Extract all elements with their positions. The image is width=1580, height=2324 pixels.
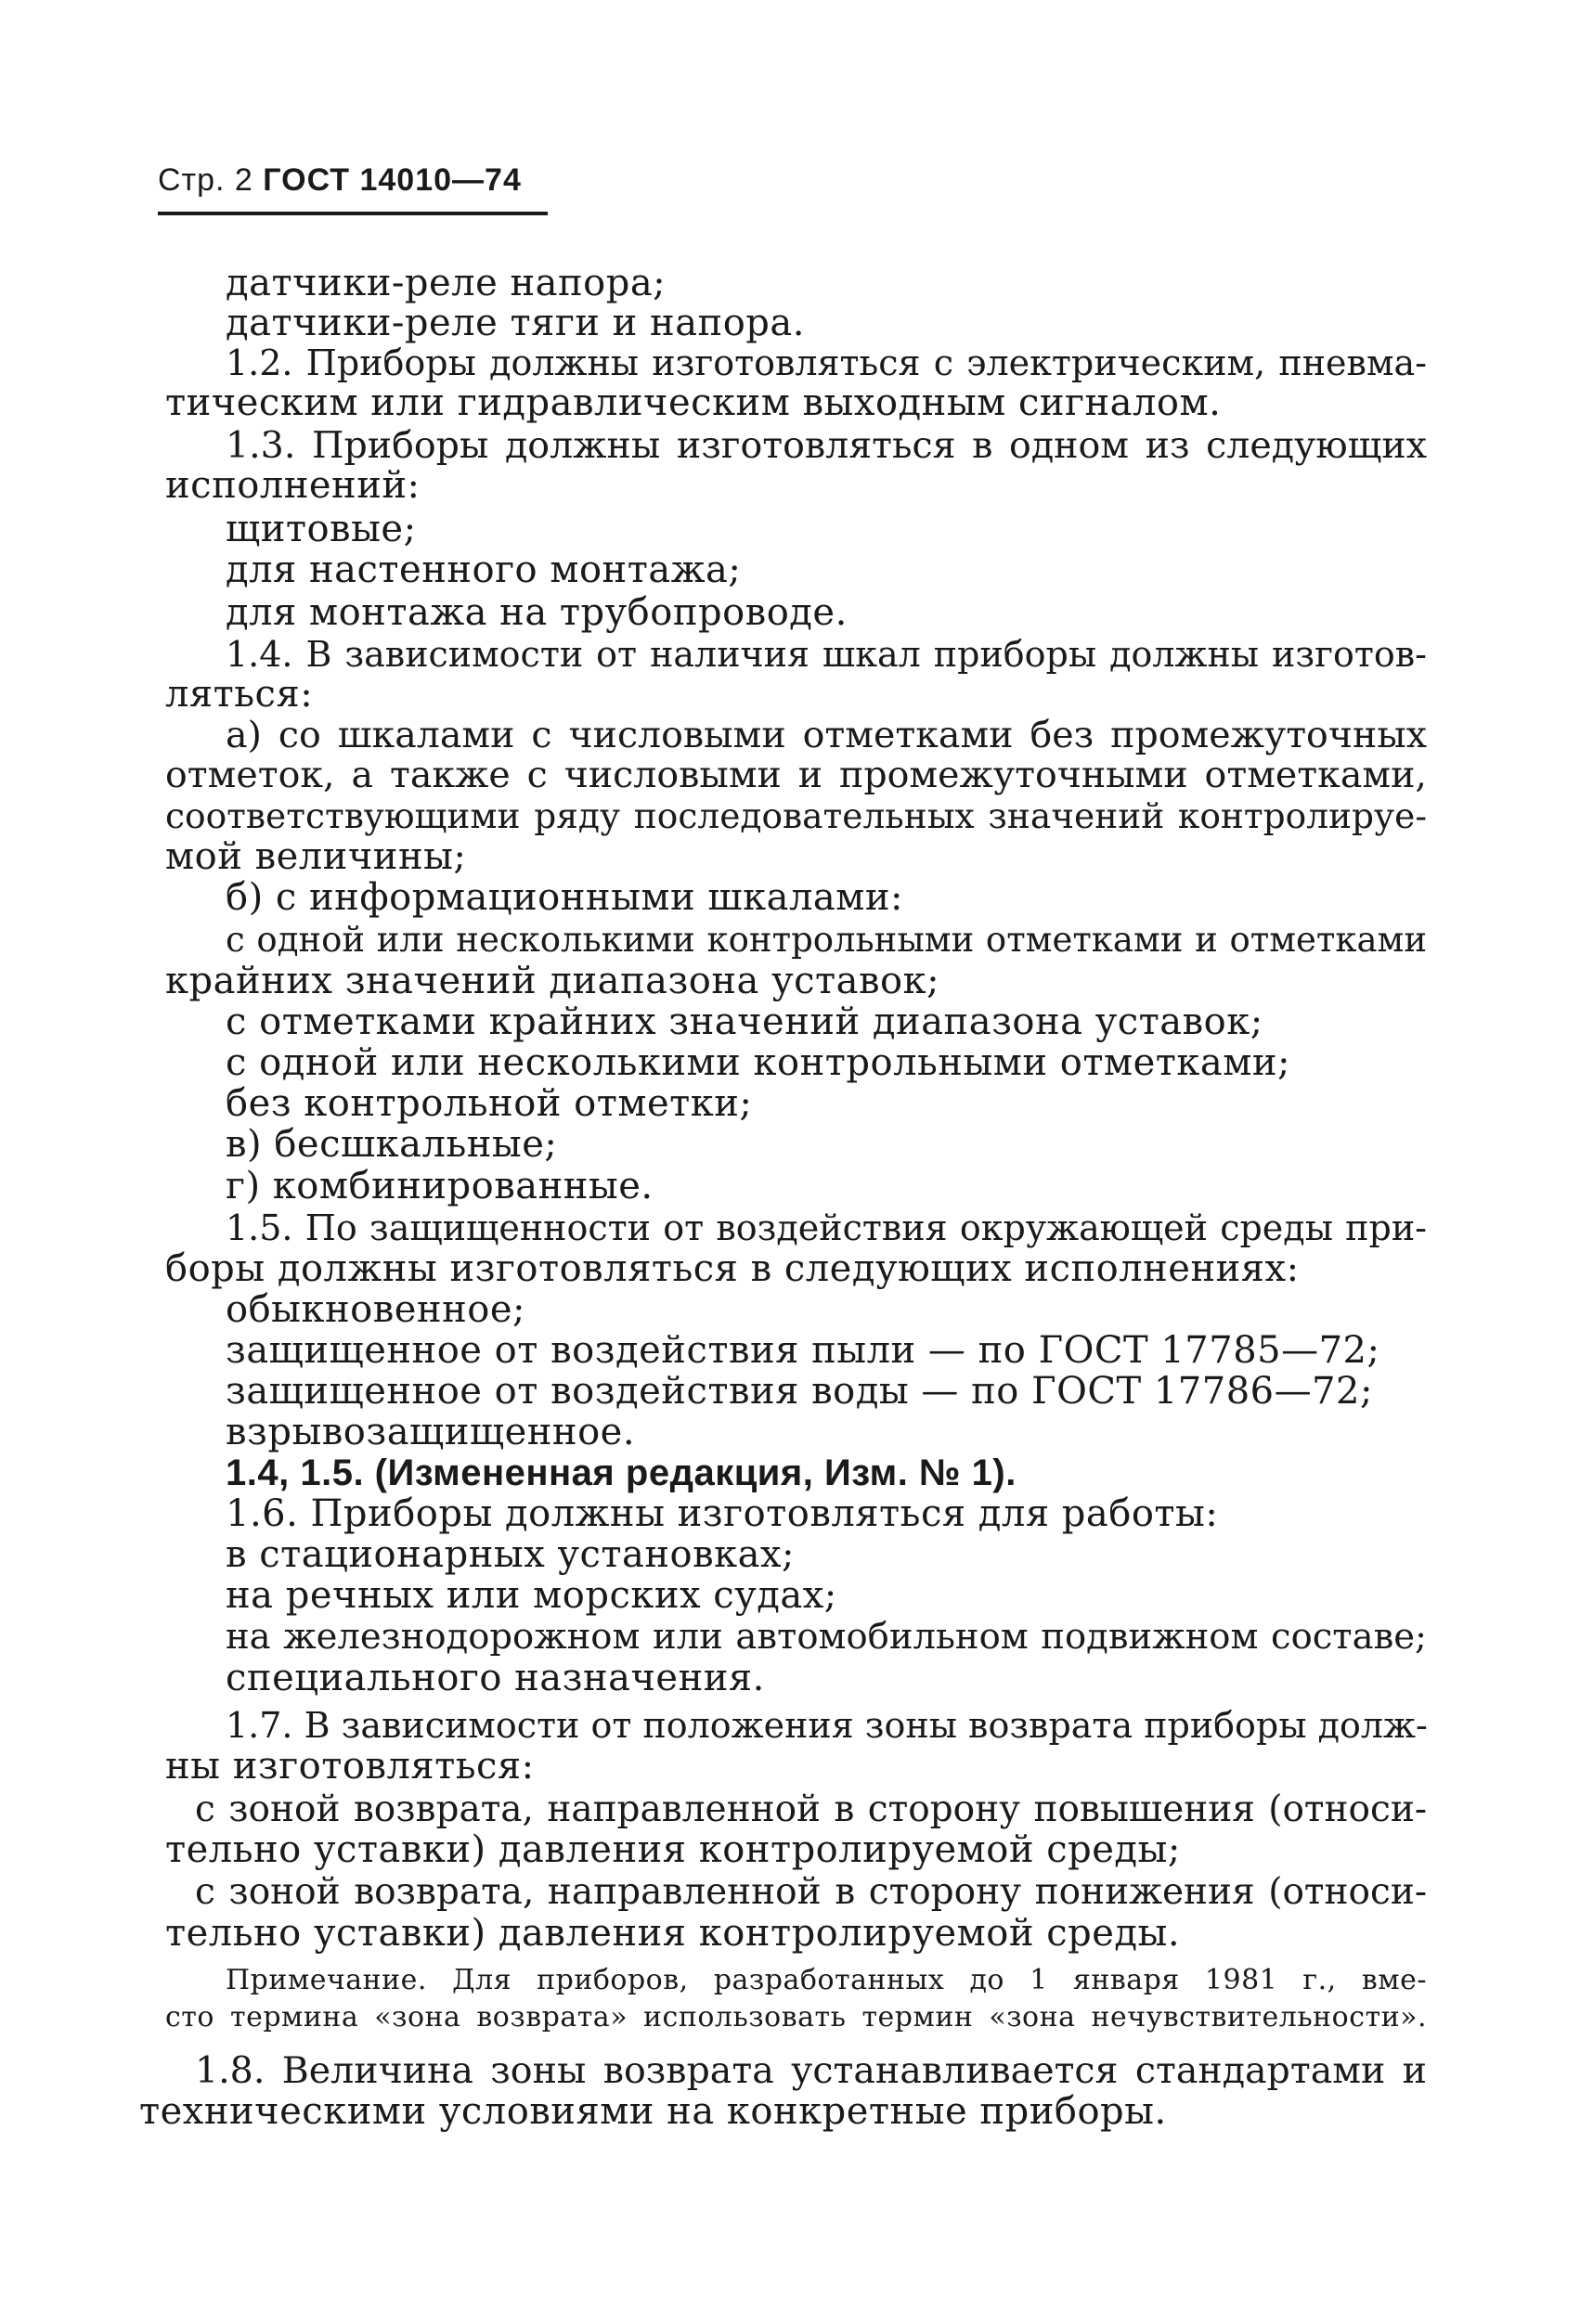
- text-line: тельно уставки) давления контролируемой среды;: [165, 1828, 1181, 1871]
- page-number: Стр. 2: [158, 162, 253, 198]
- text-line: 1.7. В зависимости от положения зоны возврата приборы долж-: [226, 1705, 1428, 1746]
- text-line: с отметками крайних значений диапазона уставок;: [226, 1001, 1263, 1043]
- note-line: Примечание. Для приборов, разработанных до 1 января 1981 г., вме-: [226, 1964, 1427, 1996]
- text-line: ны изготовляться:: [165, 1745, 535, 1788]
- text-line: тическим или гидравлическим выходным сигналом.: [165, 381, 1222, 424]
- text-line: г) комбинированные.: [226, 1165, 654, 1207]
- text-line: датчики-реле тяги и напора.: [226, 302, 805, 344]
- text-line: 1.3. Приборы должны изготовляться в одном из следующих: [226, 424, 1427, 467]
- text-line: соответствующими ряду последовательных значений контролируе-: [165, 795, 1427, 836]
- text-line: специального назначения.: [226, 1657, 765, 1699]
- text-line: взрывозащищенное.: [226, 1411, 636, 1453]
- text-line: в стационарных установках;: [226, 1533, 796, 1576]
- text-line: для настенного монтажа;: [226, 549, 742, 591]
- text-line: с зоной возврата, направленной в сторону повышения (относи-: [195, 1788, 1427, 1830]
- text-line: датчики-реле напора;: [226, 262, 667, 304]
- text-line: 1.4. В зависимости от наличия шкал приборы должны изготов-: [226, 634, 1427, 675]
- text-line: обыкновенное;: [226, 1288, 525, 1331]
- text-line: на речных или морских судах;: [226, 1574, 837, 1617]
- text-line: защищенное от воздействия пыли — по ГОСТ 17785—72;: [226, 1329, 1380, 1372]
- text-line: для монтажа на трубопроводе.: [226, 591, 848, 634]
- text-line: защищенное от воздействия воды — по ГОСТ 17786—72;: [226, 1370, 1373, 1413]
- amendment-note: 1.4, 1.5. (Измененная редакция, Изм. № 1).: [226, 1452, 1017, 1493]
- text-line: 1.2. Приборы должны изготовляться с электрическим, пневма-: [226, 342, 1427, 383]
- text-line: техническими условиями на конкретные приборы.: [139, 2090, 1167, 2133]
- text-line: 1.5. По защищенности от воздействия окружающей среды при-: [226, 1207, 1427, 1248]
- note-line: сто термина «зона возврата» использовать термин «зона нечувствительности».: [165, 2001, 1427, 2034]
- text-line: отметок, а также с числовыми и промежуточными отметками,: [165, 754, 1427, 796]
- text-line: крайних значений диапазона уставок;: [165, 960, 940, 1002]
- text-line: ляться:: [165, 673, 314, 716]
- text-line: а) со шкалами с числовыми отметками без промежуточных: [226, 714, 1427, 756]
- text-line: б) с информационными шкалами:: [226, 876, 903, 919]
- text-line: без контрольной отметки;: [226, 1082, 753, 1125]
- text-line: исполнений:: [165, 464, 421, 507]
- text-line: 1.6. Приборы должны изготовляться для работы:: [226, 1492, 1219, 1535]
- text-line: в) бесшкальные;: [226, 1123, 558, 1166]
- text-line: с одной или несколькими контрольными отметками;: [226, 1041, 1290, 1084]
- text-line: тельно уставки) давления контролируемой среды.: [165, 1912, 1181, 1955]
- text-line: 1.8. Величина зоны возврата устанавливается стандартами и: [195, 2049, 1427, 2092]
- standard-code: ГОСТ 14010—74: [263, 162, 522, 198]
- text-line: боры должны изготовляться в следующих исполнениях:: [165, 1247, 1300, 1290]
- text-line: щитовые;: [226, 508, 417, 550]
- text-line: с одной или несколькими контрольными отметками и отметками: [226, 920, 1427, 960]
- text-line: мой величины;: [165, 835, 467, 878]
- text-line: на железнодорожном или автомобильном подвижном составе;: [226, 1616, 1427, 1658]
- text-line: с зоной возврата, направленной в сторону понижения (относи-: [195, 1871, 1427, 1913]
